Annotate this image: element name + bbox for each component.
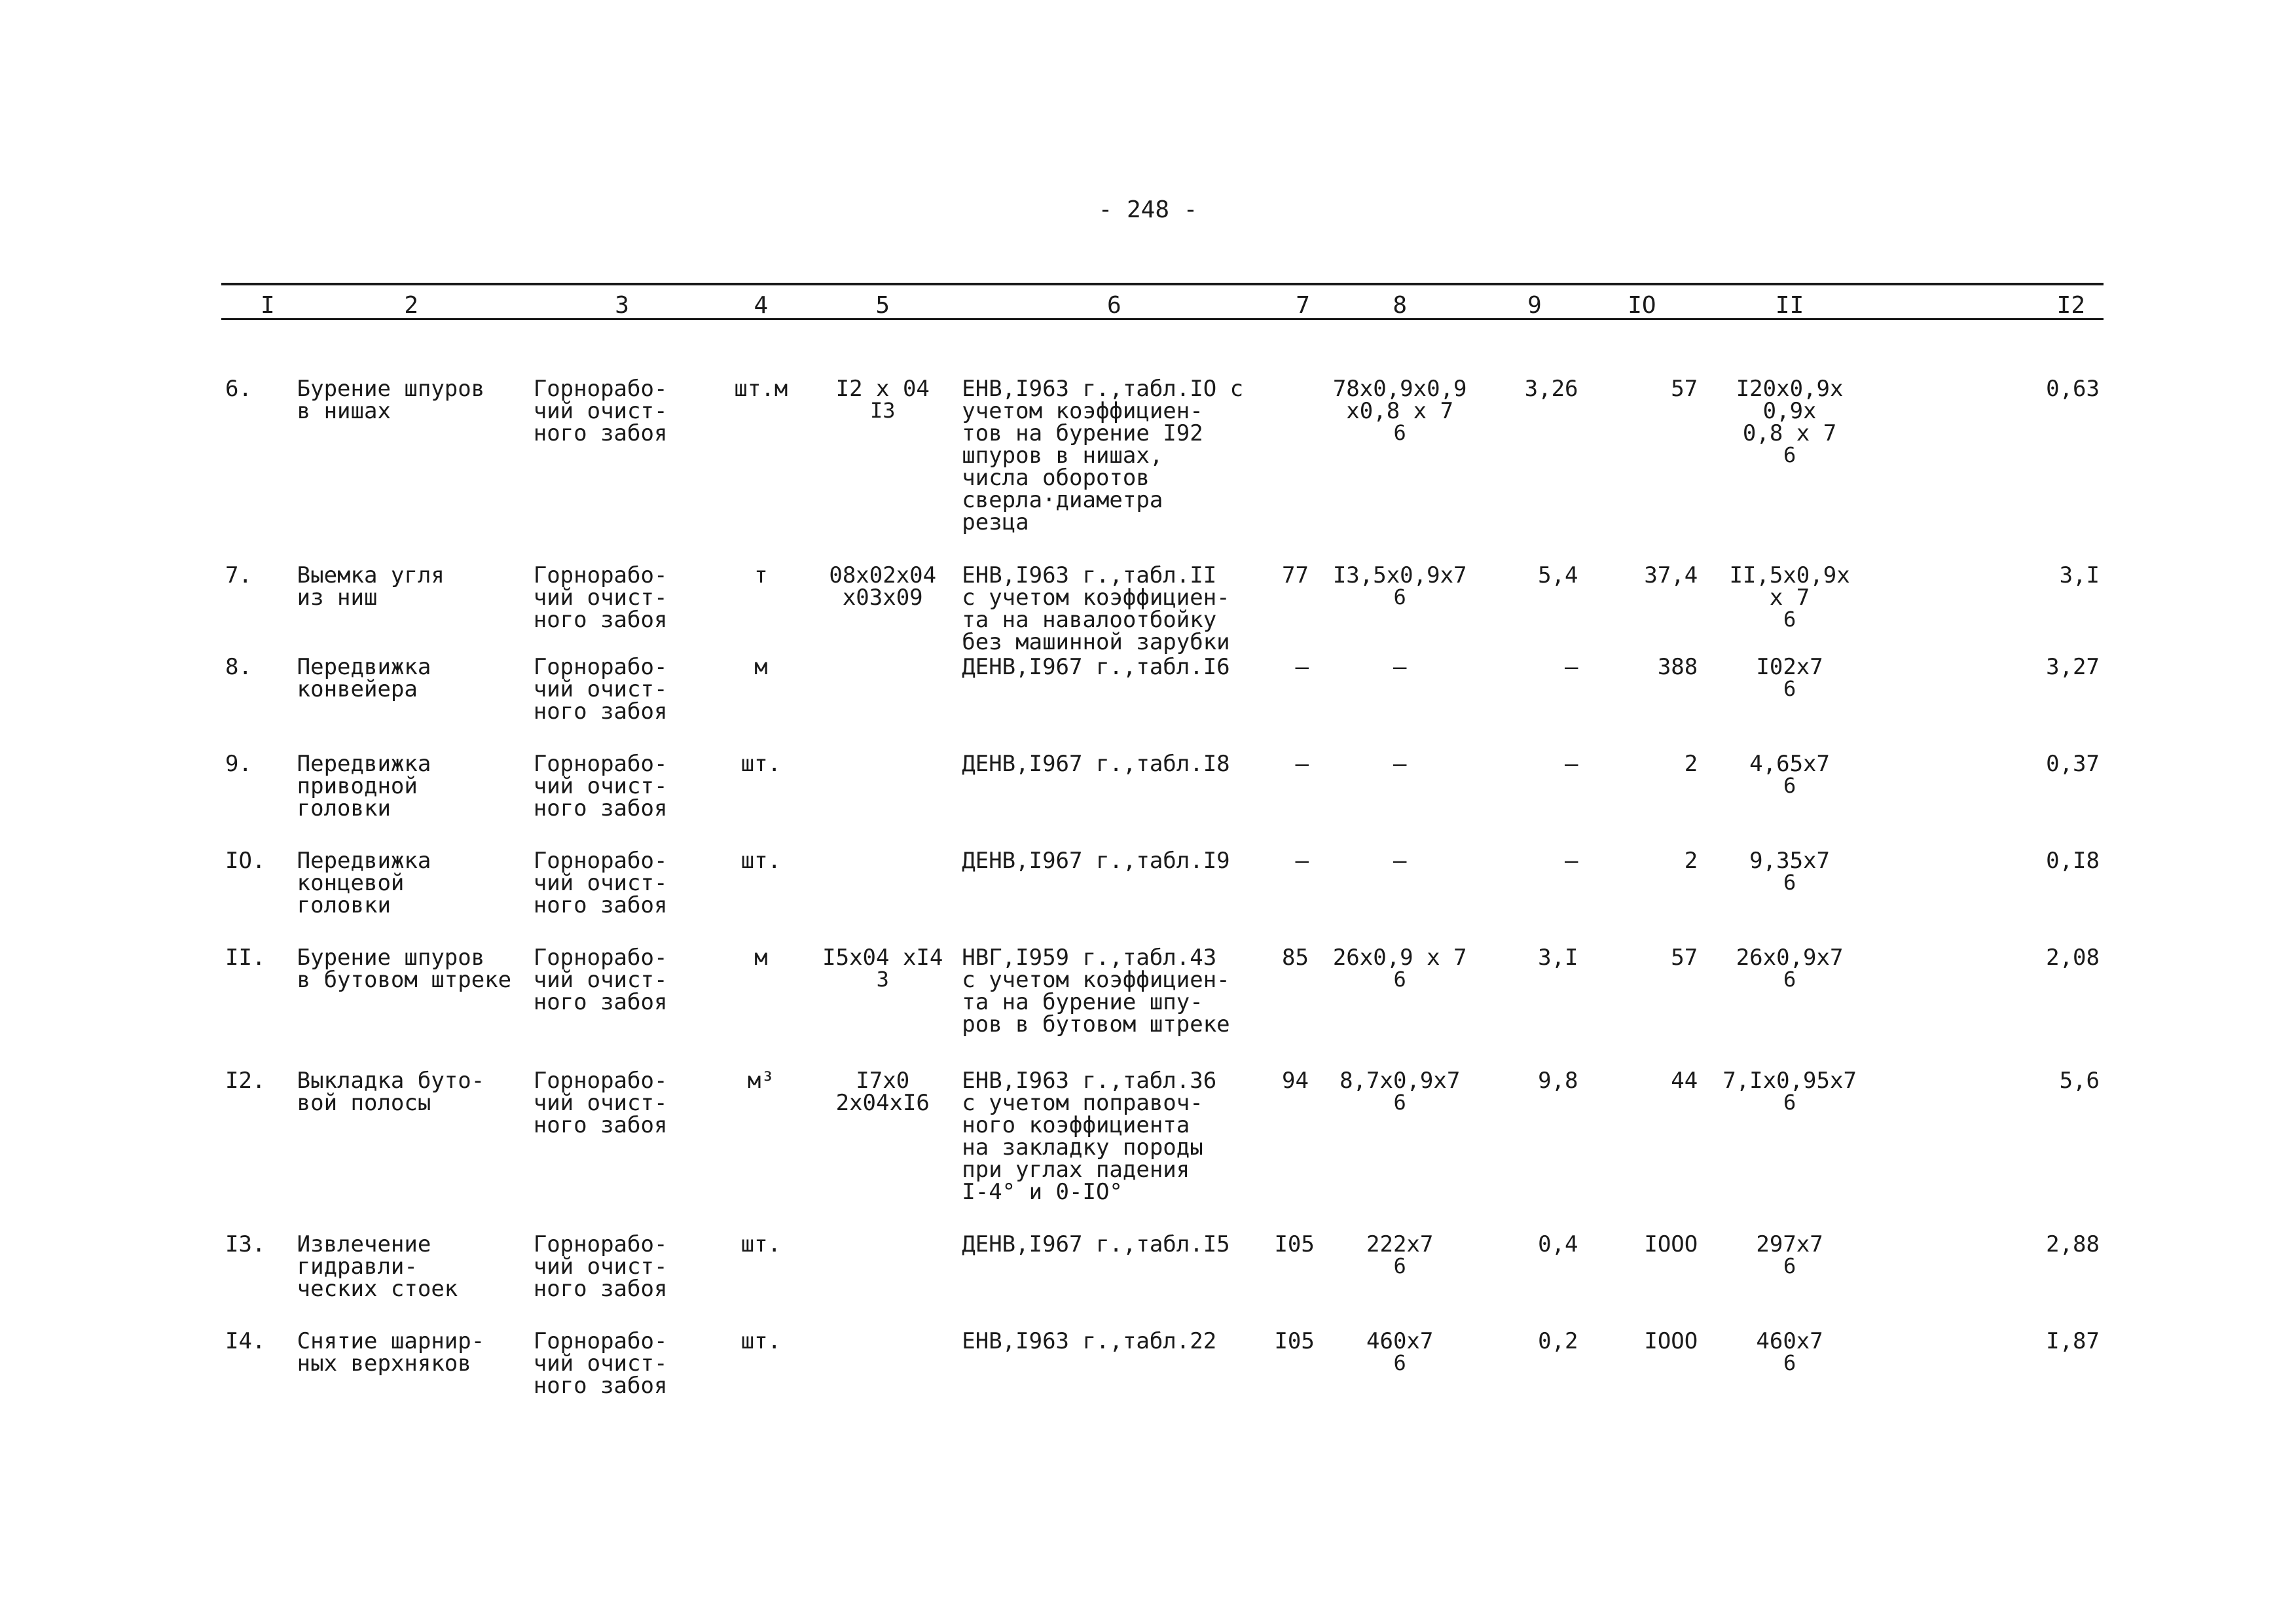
col11-value: 4,65x7	[1749, 751, 1830, 777]
col7-value: –	[1295, 848, 1309, 874]
col8-denominator: 6	[1393, 585, 1406, 609]
col11-value: 7,Ix0,95x7	[1722, 1068, 1857, 1094]
norms-table	[221, 283, 2104, 1402]
table-row	[221, 1330, 2104, 1402]
col11-cell	[1702, 850, 1878, 947]
column-header: 4	[714, 284, 807, 319]
col11-value: I20x0,9x 0,9x 0,8 x 7	[1736, 376, 1844, 446]
col8-denominator: 6	[1393, 1090, 1406, 1115]
col11-value: 460x7	[1756, 1328, 1823, 1354]
col11-cell	[1702, 753, 1878, 850]
col8-value: –	[1393, 848, 1407, 874]
worker-profession: Горнорабо- чий очист- ного забоя	[533, 1328, 668, 1399]
table-row	[221, 1070, 2104, 1233]
formula-cell	[807, 753, 958, 850]
col8-value: 78x0,9x0,9 x0,8 x 7	[1332, 376, 1467, 424]
col10-value: 2	[1684, 751, 1698, 777]
unit: м³	[747, 1068, 774, 1094]
col8-value: –	[1393, 751, 1407, 777]
col11-value: 26x0,9x7	[1736, 945, 1844, 971]
col9-value: –	[1565, 848, 1578, 874]
formula-cell	[807, 1070, 958, 1233]
col11-value: I02x7	[1756, 654, 1823, 680]
column-header: 7	[1270, 284, 1312, 319]
unit: шт.	[740, 751, 782, 777]
norm-source: ЕНВ,I963 г.,табл.II с учетом коэффициен- та на навалоотбойку без машинной зарубки	[962, 562, 1230, 655]
col8-value: 222x7	[1366, 1231, 1434, 1257]
row-number: 9.	[225, 751, 252, 777]
column-header: II	[1702, 284, 1878, 319]
unit: шт.	[740, 1328, 782, 1354]
col8-denominator: 6	[1393, 967, 1406, 992]
formula-denominator: I3	[869, 398, 896, 423]
column-header: 6	[958, 284, 1270, 319]
worker-profession: Горнорабо- чий очист- ного забоя	[533, 376, 668, 446]
formula-denominator: 3	[876, 967, 889, 992]
worker-profession: Горнорабо- чий очист- ного забоя	[533, 562, 668, 633]
formula-cell	[807, 1330, 958, 1402]
col10-value: IOOO	[1644, 1231, 1698, 1257]
col9-value: –	[1565, 654, 1578, 680]
col8-cell	[1313, 1330, 1487, 1402]
col12-value: 3,27	[2046, 654, 2100, 680]
column-header-row	[221, 284, 2104, 319]
norm-source: НВГ,I959 г.,табл.43 с учетом коэффициен- та на бурение шпу- ров в бутовом штреке	[962, 945, 1230, 1038]
column-header: I	[221, 284, 293, 319]
work-name: Выкладка буто- вой полосы	[297, 1068, 485, 1116]
col7-value: 85	[1281, 945, 1309, 971]
col10-value: 44	[1671, 1068, 1698, 1094]
col12-value: 2,88	[2046, 1231, 2100, 1257]
col8-cell	[1313, 850, 1487, 947]
col8-denominator: 6	[1393, 1350, 1406, 1375]
col9-value: 0,4	[1538, 1231, 1578, 1257]
col11-denominator: 6	[1783, 870, 1796, 895]
unit: шт.	[740, 1231, 782, 1257]
col11-value: 9,35x7	[1749, 848, 1830, 874]
norm-source: ЕНВ,I963 г.,табл.IO с учетом коэффициен- тов на бурение I92 шпуров в нишах, числа оборотов сверла·диаметра резца	[962, 376, 1244, 535]
col12-value: 0,63	[2046, 376, 2100, 402]
col8-cell	[1313, 319, 1487, 565]
col11-cell	[1702, 1233, 1878, 1330]
col10-value: 2	[1684, 848, 1698, 874]
col7-value: –	[1295, 751, 1309, 777]
col9-value: 0,2	[1538, 1328, 1578, 1354]
table-row	[221, 947, 2104, 1070]
work-name: Выемка угля из ниш	[297, 562, 445, 611]
col11-denominator: 6	[1783, 1090, 1796, 1115]
worker-profession: Горнорабо- чий очист- ного забоя	[533, 751, 668, 821]
column-header: 5	[807, 284, 958, 319]
worker-profession: Горнорабо- чий очист- ного забоя	[533, 945, 668, 1015]
unit: т	[754, 562, 768, 588]
col12-value: I,87	[2046, 1328, 2100, 1354]
col8-cell	[1313, 753, 1487, 850]
table-row	[221, 753, 2104, 850]
col10-value: IOOO	[1644, 1328, 1698, 1354]
col11-cell	[1702, 656, 1878, 753]
work-name: Снятие шарнир- ных верхняков	[297, 1328, 485, 1377]
work-name: Передвижка приводной головки	[297, 751, 431, 821]
col7-value: –	[1295, 654, 1309, 680]
col11-denominator: 6	[1783, 773, 1796, 798]
worker-profession: Горнорабо- чий очист- ного забоя	[533, 1068, 668, 1138]
col11-cell	[1702, 319, 1878, 565]
col11-cell	[1702, 947, 1878, 1070]
formula-cell	[807, 564, 958, 656]
table-row	[221, 564, 2104, 656]
col8-cell	[1313, 656, 1487, 753]
column-header: 8	[1313, 284, 1487, 319]
unit: шт.	[740, 848, 782, 874]
work-name: Передвижка конвейера	[297, 654, 431, 702]
column-header: I2	[1878, 284, 2104, 319]
col8-cell	[1313, 1070, 1487, 1233]
norm-source: ДЕНВ,I967 г.,табл.I9	[962, 848, 1230, 874]
col7-value	[1270, 319, 1312, 565]
col8-cell	[1313, 1233, 1487, 1330]
column-header: 9	[1487, 284, 1582, 319]
col11-denominator: 6	[1783, 676, 1796, 701]
col11-value: II,5x0,9x x 7	[1729, 562, 1850, 611]
col10-value: 57	[1671, 945, 1698, 971]
col9-value: –	[1565, 751, 1578, 777]
formula-cell	[807, 319, 958, 565]
col11-denominator: 6	[1783, 967, 1796, 992]
col9-value: 9,8	[1538, 1068, 1578, 1094]
row-number: I2.	[225, 1068, 266, 1094]
col12-value: 3,I	[2059, 562, 2100, 588]
col8-value: 8,7x0,9x7	[1339, 1068, 1461, 1094]
col8-value: –	[1393, 654, 1407, 680]
col10-value: 37,4	[1644, 562, 1698, 588]
col8-cell	[1313, 947, 1487, 1070]
column-header: 3	[530, 284, 715, 319]
col11-cell	[1702, 1070, 1878, 1233]
column-header: IO	[1582, 284, 1702, 319]
work-name: Передвижка концевой головки	[297, 848, 431, 918]
worker-profession: Горнорабо- чий очист- ного забоя	[533, 1231, 668, 1302]
table-row	[221, 1233, 2104, 1330]
col7-value: 94	[1281, 1068, 1309, 1094]
col8-value: 460x7	[1366, 1328, 1434, 1354]
unit: м	[754, 654, 768, 680]
norm-source: ДЕНВ,I967 г.,табл.I5	[962, 1231, 1230, 1257]
col10-value: 57	[1671, 376, 1698, 402]
row-number: 6.	[225, 376, 252, 402]
col10-value: 388	[1657, 654, 1698, 680]
col8-cell	[1313, 564, 1487, 656]
row-number: II.	[225, 945, 266, 971]
col12-value: 0,37	[2046, 751, 2100, 777]
column-header: 2	[293, 284, 530, 319]
col12-value: 5,6	[2059, 1068, 2100, 1094]
col7-value: I05	[1274, 1231, 1315, 1257]
col9-value: 3,26	[1524, 376, 1578, 402]
work-name: Бурение шпуров в бутовом штреке	[297, 945, 512, 993]
col8-value: 26x0,9 x 7	[1332, 945, 1467, 971]
row-number: 7.	[225, 562, 252, 588]
col7-value: I05	[1274, 1328, 1315, 1354]
col9-value: 5,4	[1538, 562, 1578, 588]
col8-denominator: 6	[1393, 1254, 1406, 1278]
norm-source: ЕНВ,I963 г.,табл.36 с учетом поправоч- ного коэффициента на закладку породы при углах падения I-4° и 0-IO°	[962, 1068, 1217, 1205]
row-number: IO.	[225, 848, 266, 874]
col7-value: 77	[1281, 562, 1309, 588]
row-number: 8.	[225, 654, 252, 680]
col12-value: 2,08	[2046, 945, 2100, 971]
norm-source: ЕНВ,I963 г.,табл.22	[962, 1328, 1217, 1354]
unit: шт.м	[734, 376, 788, 402]
formula: I2 x 04	[835, 376, 930, 402]
unit: м	[754, 945, 768, 971]
col8-value: I3,5x0,9x7	[1332, 562, 1467, 588]
col11-denominator: 6	[1783, 607, 1796, 632]
norm-source: ДЕНВ,I967 г.,табл.I6	[962, 654, 1230, 680]
formula: I7x0 2x04xI6	[835, 1068, 930, 1116]
col8-denominator: 6	[1393, 420, 1406, 445]
table-row	[221, 656, 2104, 753]
col11-cell	[1702, 564, 1878, 656]
work-name: Бурение шпуров в нишах	[297, 376, 485, 424]
col11-denominator: 6	[1783, 1350, 1796, 1375]
formula: 08x02x04 x03x09	[829, 562, 937, 611]
table-row	[221, 319, 2104, 565]
formula: I5x04 xI4	[822, 945, 943, 971]
page-number: - 248 -	[1098, 196, 1198, 223]
table-row	[221, 850, 2104, 947]
col12-value: 0,I8	[2046, 848, 2100, 874]
row-number: I4.	[225, 1328, 266, 1354]
worker-profession: Горнорабо- чий очист- ного забоя	[533, 848, 668, 918]
col11-cell	[1702, 1330, 1878, 1402]
col11-denominator: 6	[1783, 442, 1796, 467]
col11-value: 297x7	[1756, 1231, 1823, 1257]
formula-cell	[807, 850, 958, 947]
worker-profession: Горнорабо- чий очист- ного забоя	[533, 654, 668, 725]
col11-denominator: 6	[1783, 1254, 1796, 1278]
norm-source: ДЕНВ,I967 г.,табл.I8	[962, 751, 1230, 777]
formula-cell	[807, 947, 958, 1070]
row-number: I3.	[225, 1231, 266, 1257]
work-name: Извлечение гидравли- ческих стоек	[297, 1231, 458, 1302]
col9-value: 3,I	[1538, 945, 1578, 971]
formula-cell	[807, 1233, 958, 1330]
formula-cell	[807, 656, 958, 753]
